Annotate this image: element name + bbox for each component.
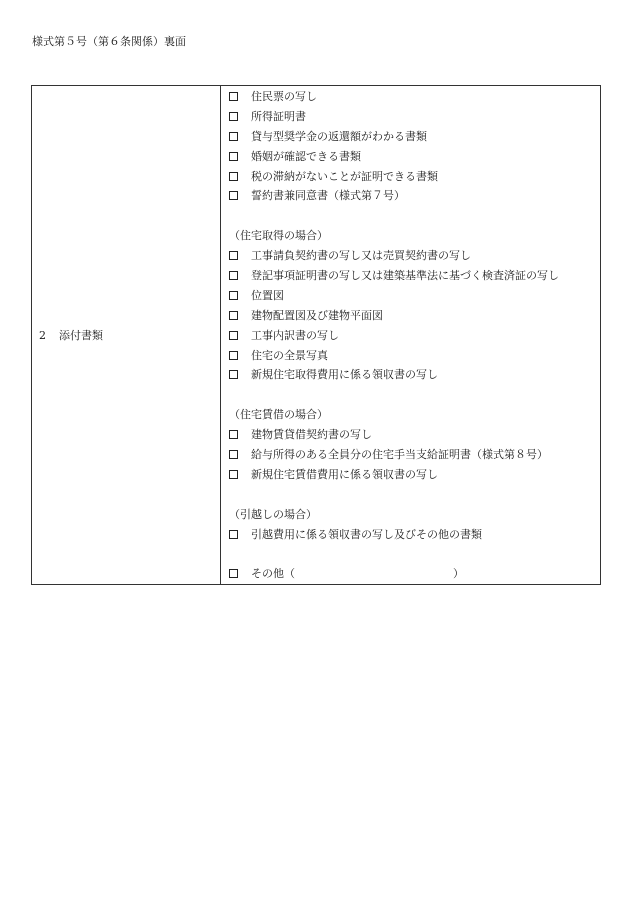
list-item: 貸与型奨学金の返還額がわかる書類 xyxy=(221,127,600,147)
list-item-other xyxy=(221,564,600,584)
attachments-table xyxy=(31,85,601,585)
group-heading-moving: （引越しの場合） xyxy=(229,507,317,521)
spacer xyxy=(221,206,600,226)
list-item: 所得証明書 xyxy=(221,107,600,127)
checkbox-site-floor-plan[interactable] xyxy=(229,311,238,320)
checkbox-acquisition-receipt[interactable] xyxy=(229,370,238,379)
other-close-paren: ） xyxy=(453,567,464,581)
list-item: 住民票の写し xyxy=(221,87,600,107)
group-heading-acquisition: （住宅取得の場合） xyxy=(229,229,328,243)
list-item: 婚姻が確認できる書類 xyxy=(221,147,600,167)
list-item: 建物配置図及び建物平面図 xyxy=(221,306,600,326)
spacer xyxy=(221,544,600,564)
list-item: 税の滞納がないことが証明できる書類 xyxy=(221,167,600,187)
list-item: 工事請負契約書の写し又は売買契約書の写し xyxy=(221,246,600,266)
checkbox-resident-record[interactable] xyxy=(229,92,238,101)
checkbox-house-photo[interactable] xyxy=(229,351,238,360)
spacer xyxy=(221,385,600,405)
list-item: 住宅の全景写真 xyxy=(221,346,600,366)
checkbox-moving-receipt[interactable] xyxy=(229,530,238,539)
checkbox-rental-receipt[interactable] xyxy=(229,470,238,479)
list-item: 工事内訳書の写し xyxy=(221,326,600,346)
list-item: 位置図 xyxy=(221,286,600,306)
section-label xyxy=(39,328,103,344)
list-item: 給与所得のある全員分の住宅手当支給証明書（様式第８号） xyxy=(221,445,600,465)
checkbox-income-certificate[interactable] xyxy=(229,112,238,121)
checkbox-marriage-proof[interactable] xyxy=(229,152,238,161)
checkbox-registry-certificate[interactable] xyxy=(229,271,238,280)
list-item: 建物賃貸借契約書の写し xyxy=(221,425,600,445)
checkbox-other[interactable] xyxy=(229,569,238,578)
checkbox-lease-contract[interactable] xyxy=(229,430,238,439)
checkbox-scholarship-repayment[interactable] xyxy=(229,132,238,141)
group-heading-rental: （住宅賃借の場合） xyxy=(229,408,328,422)
list-item: 新規住宅賃借費用に係る領収書の写し xyxy=(221,465,600,485)
checkbox-construction-breakdown[interactable] xyxy=(229,331,238,340)
checkbox-location-map[interactable] xyxy=(229,291,238,300)
list-item: 新規住宅取得費用に係る領収書の写し xyxy=(221,365,600,385)
list-item: 登記事項証明書の写し又は建築基準法に基づく検査済証の写し xyxy=(221,266,600,286)
checkbox-pledge-consent[interactable] xyxy=(229,191,238,200)
attachments-list-cell xyxy=(221,86,600,584)
checkbox-construction-contract[interactable] xyxy=(229,251,238,260)
section-label-cell xyxy=(32,86,221,584)
section-number: 2 xyxy=(39,329,46,342)
form-title: 様式第５号（第６条関係）裏面 xyxy=(32,35,186,48)
checkbox-tax-clearance[interactable] xyxy=(229,172,238,181)
section-title: 添付書類 xyxy=(59,329,103,342)
list-item: 誓約書兼同意書（様式第７号） xyxy=(221,186,600,206)
spacer xyxy=(221,485,600,505)
list-item: 引越費用に係る領収書の写し及びその他の書類 xyxy=(221,525,600,545)
other-label: その他（ xyxy=(251,567,295,581)
checkbox-housing-allowance[interactable] xyxy=(229,450,238,459)
